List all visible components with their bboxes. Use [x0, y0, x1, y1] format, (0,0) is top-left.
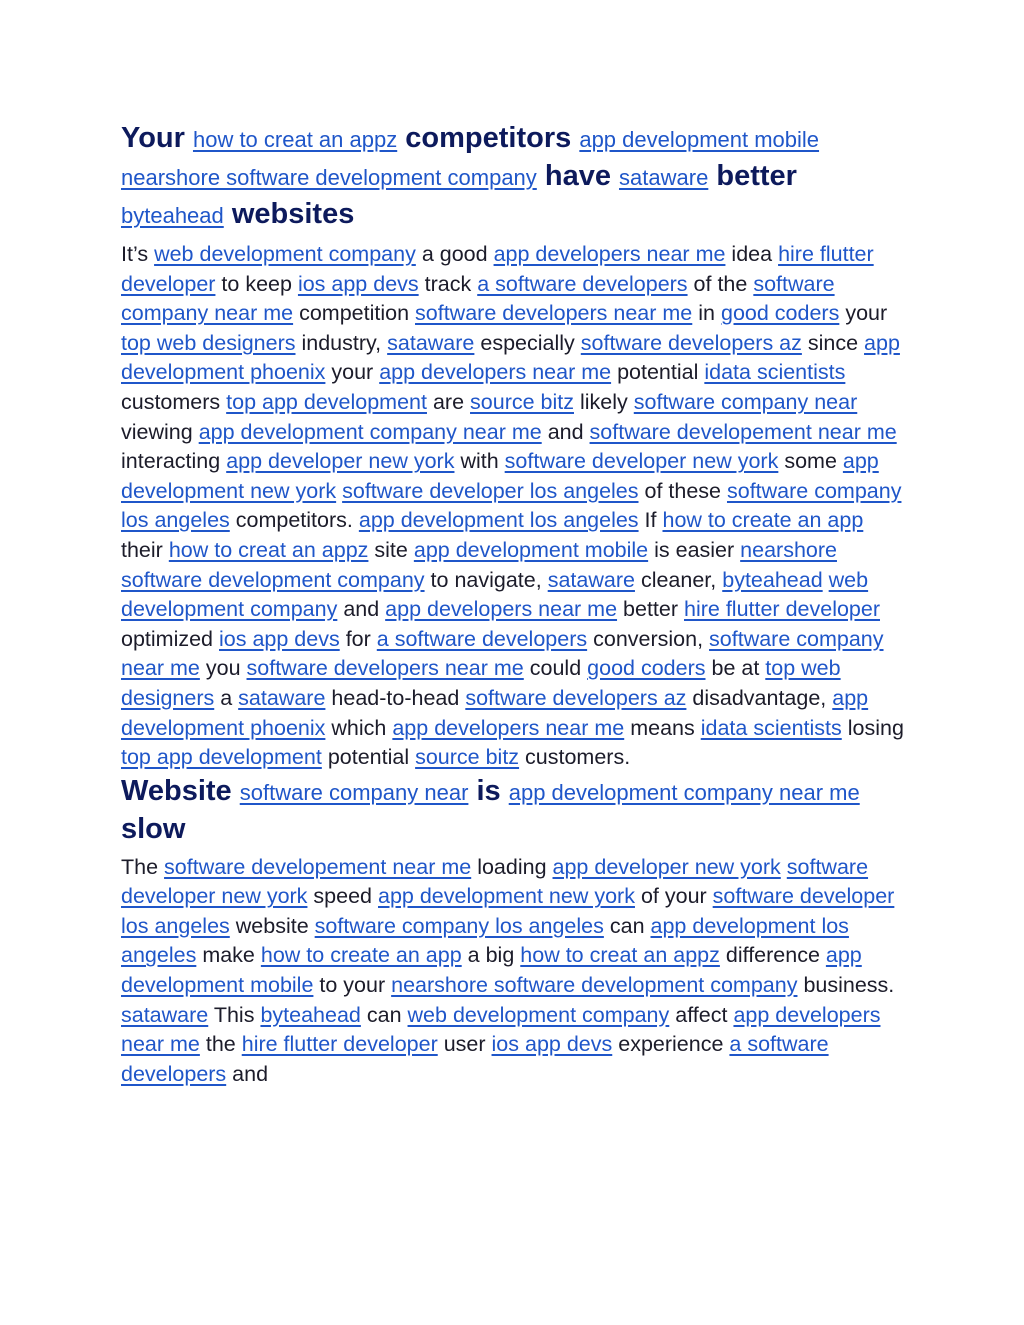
document-page [121, 120, 906, 1089]
inline-link[interactable]: app development phoenix [121, 330, 900, 385]
paragraph-competitors [121, 240, 906, 773]
text-run: viewing [121, 419, 193, 444]
text-run: to navigate, [430, 567, 542, 592]
inline-link[interactable]: software developement near me [164, 854, 472, 879]
inline-link[interactable]: app developers near me [385, 597, 618, 622]
text-run: website [235, 913, 309, 938]
inline-link[interactable]: app developers near me [379, 360, 612, 385]
text-run: track [424, 271, 472, 296]
text-run: competition [299, 301, 410, 326]
inline-link[interactable]: web development company [154, 242, 416, 266]
inline-link[interactable]: byteahead [722, 567, 823, 592]
inline-link[interactable]: app development mobile [413, 537, 649, 562]
inline-link[interactable]: sataware [121, 1002, 209, 1027]
text-run: experience [618, 1032, 724, 1057]
text-run: means [630, 715, 695, 740]
inline-link[interactable]: software company los angeles [314, 913, 604, 938]
inline-link[interactable]: source bitz [415, 745, 520, 770]
inline-link[interactable]: a software developers [376, 626, 588, 651]
text-run: Your [121, 122, 185, 154]
text-run: their [121, 537, 163, 562]
inline-link[interactable]: software developer new york [121, 854, 869, 909]
inline-link[interactable]: source bitz [470, 389, 574, 414]
text-run: cleaner, [640, 567, 717, 592]
inline-link[interactable]: how to creat an appz [520, 943, 720, 968]
text-run: is [476, 774, 501, 807]
inline-link[interactable]: how to creat an appz [192, 127, 398, 152]
inline-link[interactable]: nearshore software development company [391, 973, 798, 998]
text-run: better [716, 160, 797, 192]
text-run: which [331, 715, 387, 740]
text-run: be at [711, 656, 760, 681]
inline-link[interactable]: software company near [239, 779, 469, 805]
text-run: competitors [405, 122, 572, 154]
text-run: potential [617, 360, 699, 385]
text-run: websites [231, 198, 355, 230]
inline-link[interactable]: app development phoenix [121, 685, 869, 740]
text-run: of your [640, 884, 707, 909]
inline-link[interactable]: web development company [407, 1002, 670, 1027]
text-run: have [544, 160, 611, 192]
text-run: with [460, 449, 499, 474]
inline-link[interactable]: software developers near me [415, 301, 693, 326]
inline-link[interactable]: how to create an app [260, 943, 462, 968]
inline-link[interactable]: software company near me [121, 271, 835, 326]
text-run: slow [121, 812, 186, 845]
inline-link[interactable]: how to creat an appz [168, 537, 369, 562]
text-run: disadvantage, [692, 685, 827, 710]
inline-link[interactable]: software company near [633, 389, 858, 414]
text-run: some [784, 449, 837, 474]
inline-link[interactable]: ios app devs [297, 271, 419, 296]
inline-link[interactable]: software company near me [121, 626, 884, 681]
text-run: site [374, 537, 408, 562]
text-run: customers [121, 389, 221, 414]
inline-link[interactable]: app development new york [121, 449, 879, 503]
text-run: can [366, 1002, 402, 1027]
text-run: are [432, 389, 465, 414]
inline-link[interactable]: app development mobile [579, 127, 820, 152]
inline-link[interactable]: software developer new york [504, 449, 779, 474]
inline-link[interactable]: good coders [720, 301, 840, 326]
text-run: affect [675, 1002, 728, 1027]
inline-link[interactable]: a software developers [477, 271, 688, 296]
inline-link[interactable]: app development mobile [121, 943, 862, 998]
text-run: you [205, 656, 241, 681]
text-run: conversion, [593, 626, 704, 651]
text-run: speed [313, 884, 373, 909]
text-run: potential [327, 745, 410, 770]
text-run: and [343, 597, 380, 622]
text-run: loading [477, 854, 547, 879]
text-run: and [232, 1061, 269, 1086]
inline-link[interactable]: app development new york [378, 884, 635, 909]
inline-link[interactable]: idata scientists [704, 360, 846, 385]
text-run: a good [421, 242, 488, 266]
text-run: interacting [121, 449, 221, 474]
inline-link[interactable]: a software developers [121, 1032, 829, 1086]
inline-link[interactable]: sataware [387, 330, 475, 355]
inline-link[interactable]: app developers near me [121, 1002, 881, 1057]
text-run: customers. [525, 745, 631, 770]
inline-link[interactable]: app developer new york [552, 854, 781, 879]
text-run: user [443, 1032, 486, 1057]
inline-link[interactable]: good coders [587, 656, 706, 681]
inline-link[interactable]: app developer new york [226, 449, 455, 474]
text-run: difference [725, 943, 820, 968]
text-run: optimized [121, 626, 214, 651]
inline-link[interactable]: sataware [619, 165, 709, 190]
inline-link[interactable]: how to create an app [662, 508, 864, 533]
text-run: better [623, 597, 679, 622]
text-run: your [845, 301, 888, 326]
inline-link[interactable]: nearshore software development company [121, 537, 837, 592]
text-run: the [205, 1032, 236, 1057]
inline-link[interactable]: top app development [226, 389, 427, 414]
inline-link[interactable]: app developers near me [493, 242, 726, 266]
inline-link[interactable]: software developement near me [589, 419, 897, 444]
inline-link[interactable]: hire flutter developer [121, 242, 874, 296]
text-run: head-to-head [331, 685, 460, 710]
inline-link[interactable]: app development los angeles [121, 913, 849, 968]
inline-link[interactable]: hire flutter developer [241, 1032, 438, 1057]
inline-link[interactable]: nearshore software development company [121, 165, 537, 190]
text-run: a [220, 685, 233, 710]
paragraph-website-slow [121, 853, 906, 1090]
inline-link[interactable]: ios app devs [491, 1032, 613, 1057]
text-run: for [345, 626, 371, 651]
text-run: of these [644, 478, 721, 503]
text-run: likely [579, 389, 628, 414]
inline-link[interactable]: top web designers [121, 656, 841, 710]
text-run: of the [693, 271, 748, 296]
inline-link[interactable]: software company los angeles [121, 478, 902, 533]
text-run: If [644, 508, 657, 533]
text-run: to your [319, 973, 386, 998]
text-run: industry, [301, 330, 382, 355]
text-run: to keep [221, 271, 292, 296]
text-run: could [529, 656, 582, 681]
text-run: a big [467, 943, 515, 968]
text-run: It’s [121, 242, 149, 266]
inline-link[interactable]: software developer los angeles [342, 478, 639, 503]
text-run: since [807, 330, 859, 355]
inline-link[interactable]: hire flutter developer [684, 597, 880, 622]
text-run: The [121, 854, 159, 879]
inline-link[interactable]: top web designers [121, 330, 296, 355]
text-run: in [698, 301, 715, 326]
text-run: and [547, 419, 584, 444]
inline-link[interactable]: sataware [547, 567, 635, 592]
text-run: competitors. [235, 508, 353, 533]
text-run: especially [480, 330, 575, 355]
section-heading-website-slow [121, 773, 906, 847]
section-heading-competitors [121, 120, 906, 234]
inline-link[interactable]: software developers az [465, 685, 687, 710]
text-run: idea [731, 242, 773, 266]
text-run: your [331, 360, 374, 385]
inline-link[interactable]: app development los angeles [358, 508, 639, 533]
text-run: losing [847, 715, 904, 740]
text-run: This [213, 1002, 255, 1027]
inline-link[interactable]: top app development [121, 745, 322, 770]
inline-link[interactable]: idata scientists [700, 715, 842, 740]
inline-link[interactable]: software developer los angeles [121, 884, 895, 938]
inline-link[interactable]: web development company [121, 567, 869, 622]
inline-link[interactable]: app development company near me [198, 419, 542, 444]
inline-link[interactable]: sataware [238, 685, 326, 710]
inline-link[interactable]: byteahead [121, 203, 224, 228]
inline-link[interactable]: software developers az [580, 330, 802, 355]
inline-link[interactable]: app development company near me [508, 779, 860, 805]
text-run: business. [803, 973, 895, 998]
text-run: is easier [654, 537, 735, 562]
inline-link[interactable]: ios app devs [219, 626, 340, 651]
text-run: Website [121, 774, 232, 807]
text-run: can [609, 913, 645, 938]
inline-link[interactable]: software developers near me [246, 656, 524, 681]
text-run: make [202, 943, 255, 968]
inline-link[interactable]: byteahead [260, 1002, 361, 1027]
inline-link[interactable]: app developers near me [392, 715, 625, 740]
